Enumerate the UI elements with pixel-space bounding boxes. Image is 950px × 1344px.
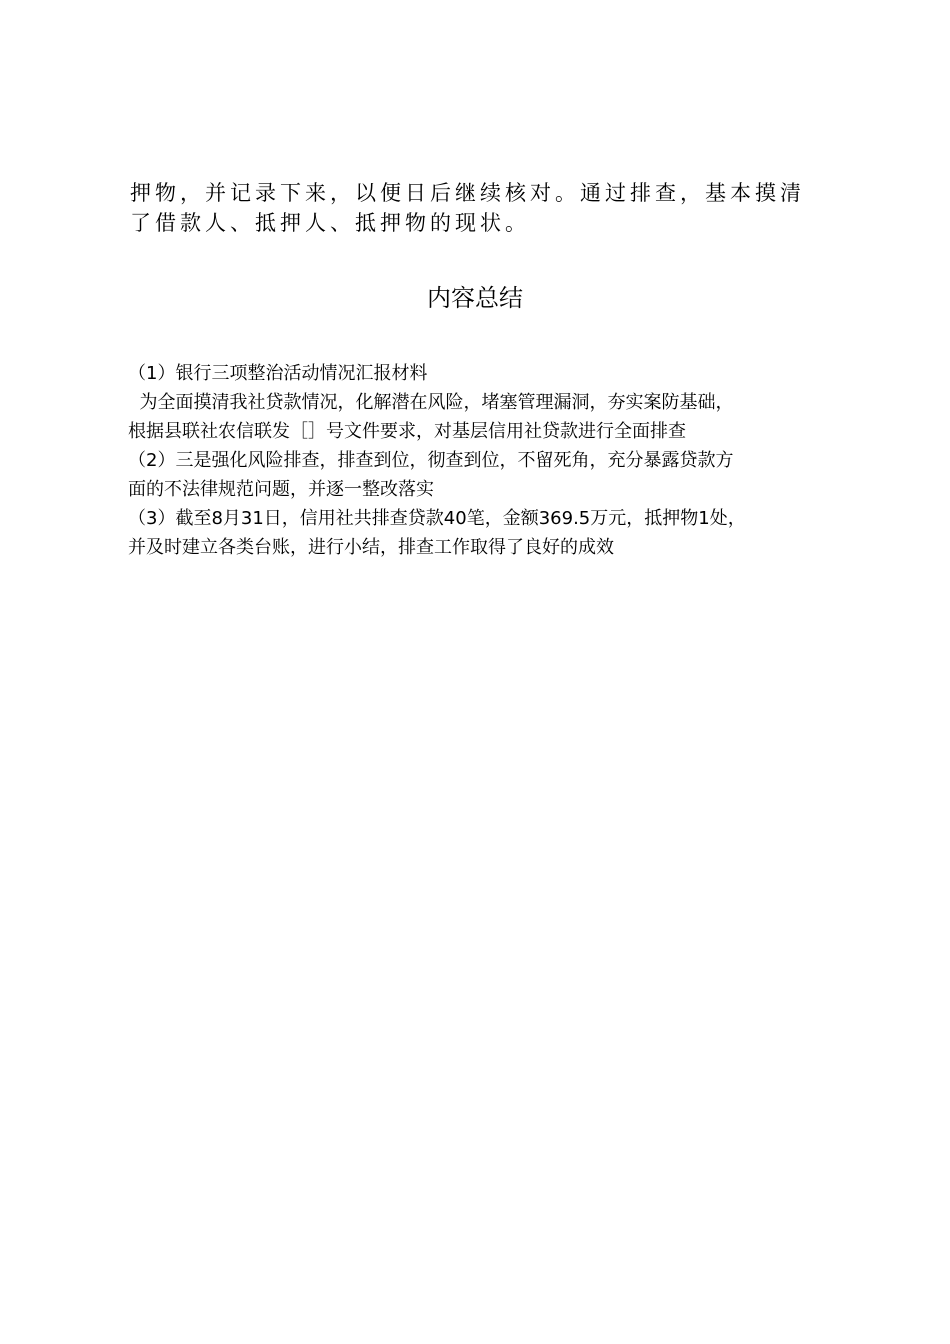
summary-line: （3）截至8月31日，信用社共排查贷款40笔，金额369.5万元，抵押物1处， [128,508,746,529]
summary-block [128,359,848,562]
intro-line: 了借款人、抵押人、抵押物的现状。 [130,211,530,235]
summary-line: 根据县联社农信联发［］号文件要求，对基层信用社贷款进行全面排查 [128,421,686,442]
summary-line: （1）银行三项整治活动情况汇报材料 [128,363,428,384]
summary-line: 为全面摸清我社贷款情况，化解潜在风险，堵塞管理漏洞，夯实案防基础， [128,392,734,413]
intro-paragraph [130,178,830,238]
summary-line: 并及时建立各类台账，进行小结，排查工作取得了良好的成效 [128,537,614,558]
intro-line: 押物，并记录下来，以便日后继续核对。通过排查，基本摸清 [130,181,805,205]
summary-line: （2）三是强化风险排查，排查到位，彻查到位，不留死角，充分暴露贷款方 [128,450,734,471]
section-title: 内容总结 [427,284,523,312]
summary-line: 面的不法律规范问题，并逐一整改落实 [128,479,434,500]
